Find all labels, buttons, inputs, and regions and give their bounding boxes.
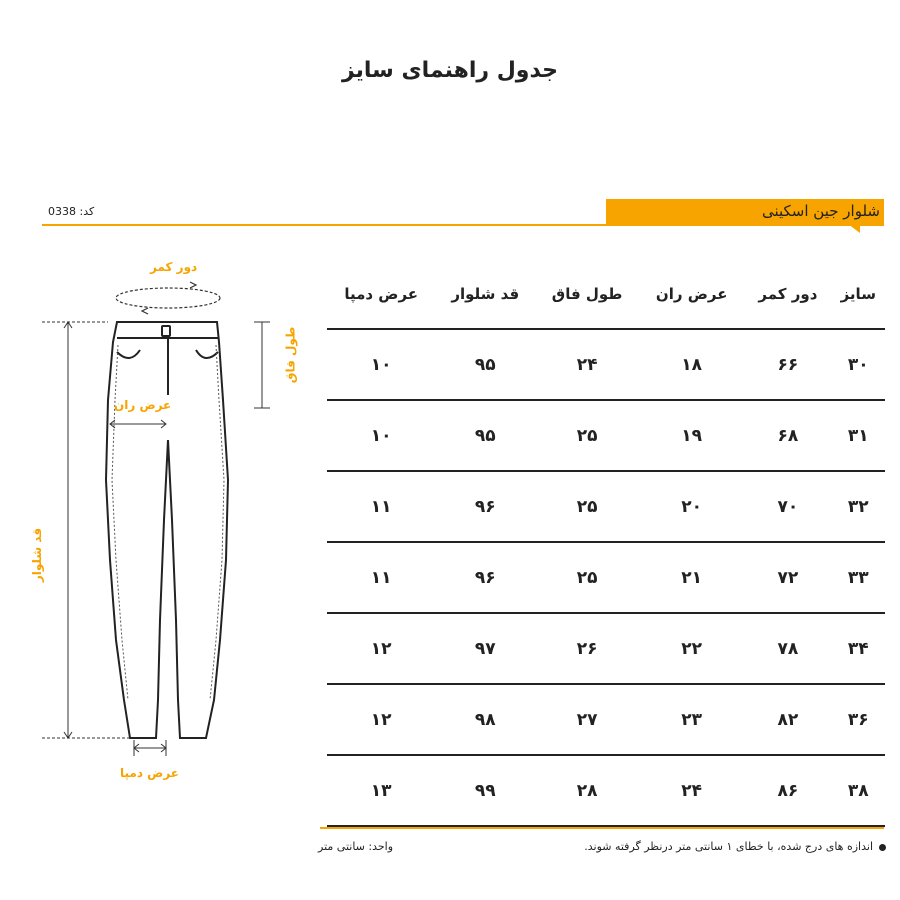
- thigh-label: عرض ران: [114, 398, 172, 412]
- table-cell: ۱۲: [327, 613, 435, 684]
- table-cell: ۷۰: [744, 471, 831, 542]
- header-length: قد شلوار: [435, 260, 535, 329]
- table-cell: ۹۹: [435, 755, 535, 826]
- bullet-icon: [879, 844, 886, 851]
- table-cell: ۲۸: [535, 755, 639, 826]
- hem-label: عرض دمپا: [120, 766, 179, 780]
- header-size: سایز: [832, 260, 885, 329]
- table-cell: ۶۸: [744, 400, 831, 471]
- table-cell: ۹۶: [435, 471, 535, 542]
- table-cell: ۲۴: [535, 329, 639, 400]
- table-cell: ۱۲: [327, 684, 435, 755]
- table-cell: ۲۵: [535, 471, 639, 542]
- table-row: [327, 542, 885, 613]
- rise-measure-icon: [254, 322, 270, 408]
- table-row: [327, 471, 885, 542]
- table-row: [327, 329, 885, 400]
- tolerance-note-text: اندازه های درج شده، با خطای ۱ سانتی متر درنظر گرفته شوند.: [584, 840, 873, 853]
- table-cell: ۲۲: [639, 613, 744, 684]
- page-title: جدول راهنمای سایز: [341, 58, 559, 83]
- tolerance-note: [584, 840, 886, 853]
- table-cell: ۱۰: [327, 329, 435, 400]
- table-cell: ۱۰: [327, 400, 435, 471]
- table-cell: ۹۵: [435, 400, 535, 471]
- table-header-row: [327, 260, 885, 329]
- table-row: [327, 613, 885, 684]
- jeans-outline-icon: [106, 322, 228, 738]
- header-rise: طول فاق: [535, 260, 639, 329]
- table-cell: ۱۱: [327, 542, 435, 613]
- rise-label: طول فاق: [283, 326, 298, 384]
- header-hem: عرض دمپا: [327, 260, 435, 329]
- header-thigh: عرض ران: [639, 260, 744, 329]
- table-cell: ۸۶: [744, 755, 831, 826]
- table-cell: ۳۳: [832, 542, 885, 613]
- table-cell: ۳۱: [832, 400, 885, 471]
- table-cell: ۲۷: [535, 684, 639, 755]
- table-cell: ۲۳: [639, 684, 744, 755]
- table-row: [327, 684, 885, 755]
- table-cell: ۸۲: [744, 684, 831, 755]
- table-cell: ۹۸: [435, 684, 535, 755]
- table-cell: ۳۸: [832, 755, 885, 826]
- table-cell: ۳۴: [832, 613, 885, 684]
- table-cell: ۲۶: [535, 613, 639, 684]
- table-cell: ۱۳: [327, 755, 435, 826]
- table-cell: ۹۶: [435, 542, 535, 613]
- table-cell: ۳۶: [832, 684, 885, 755]
- product-name: شلوار جین اسکینی: [761, 202, 880, 220]
- table-cell: ۷۸: [744, 613, 831, 684]
- table-cell: ۹۷: [435, 613, 535, 684]
- unit-label: واحد: سانتی متر: [318, 840, 394, 853]
- table-cell: ۳۲: [832, 471, 885, 542]
- footer-divider: [320, 827, 884, 829]
- table-cell: ۲۰: [639, 471, 744, 542]
- table-cell: ۹۵: [435, 329, 535, 400]
- table-cell: ۷۲: [744, 542, 831, 613]
- thigh-measure-icon: [110, 420, 166, 428]
- waist-measure-icon: [116, 282, 220, 314]
- table-cell: ۱۹: [639, 400, 744, 471]
- hem-measure-icon: [134, 740, 166, 756]
- size-table: [327, 260, 885, 827]
- table-cell: ۲۵: [535, 400, 639, 471]
- table-cell: ۳۰: [832, 329, 885, 400]
- table-cell: ۶۶: [744, 329, 831, 400]
- length-measure-icon: [42, 322, 130, 738]
- table-cell: ۲۴: [639, 755, 744, 826]
- table-cell: ۱۸: [639, 329, 744, 400]
- product-code: کد: 0338: [48, 205, 95, 218]
- table-row: [327, 400, 885, 471]
- length-label: قد شلوار: [30, 527, 45, 583]
- waist-label: دور کمر: [150, 260, 198, 274]
- table-row: [327, 755, 885, 826]
- table-cell: ۲۵: [535, 542, 639, 613]
- table-cell: ۱۱: [327, 471, 435, 542]
- jeans-figure: [0, 0, 320, 820]
- table-cell: ۲۱: [639, 542, 744, 613]
- header-waist: دور کمر: [744, 260, 831, 329]
